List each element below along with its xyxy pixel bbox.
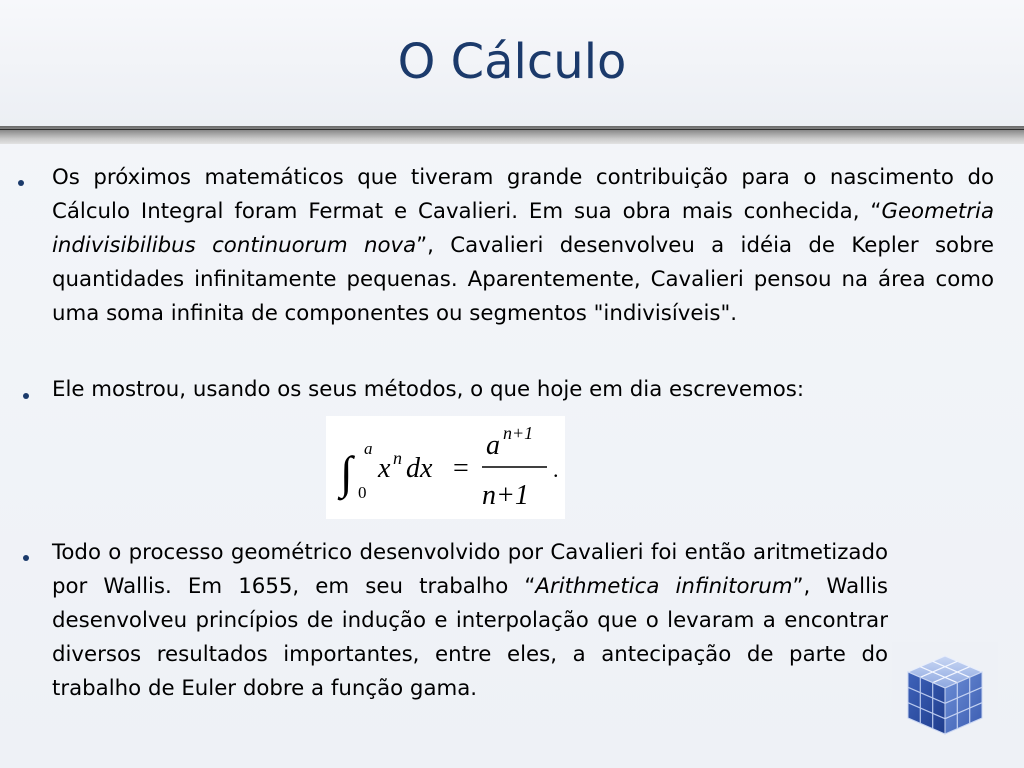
bullet-marker	[18, 180, 24, 186]
bullet-marker	[23, 555, 29, 561]
denominator: n+1	[482, 480, 529, 511]
book-title-italic: Arithmetica infinitorum	[535, 574, 793, 599]
formula-image	[326, 416, 565, 519]
bullet-paragraph-1	[52, 161, 994, 331]
upper-limit: a	[364, 439, 373, 458]
book-title-italic: Geometria indivisibilibus continuorum nova	[52, 199, 994, 258]
integral-formula	[326, 416, 565, 519]
rubiks-cube-icon-graphic	[892, 642, 998, 748]
bullet-marker	[23, 393, 29, 399]
integrand-base: x	[378, 453, 391, 484]
paragraph-text: ”, Wallis desenvolveu princípios de indução e interpolação que o levaram a encontrar diversos resultados importantes, entre eles, a antecipação de parte do trabalho de Euler dobre a função gama.	[52, 574, 888, 701]
title-bar	[0, 0, 1024, 126]
title-divider	[0, 126, 1024, 144]
rubiks-cube-icon	[892, 642, 998, 748]
formula-period: .	[553, 457, 559, 482]
integral-sign: ∫	[340, 447, 353, 498]
numerator-exponent: n+1	[503, 423, 534, 443]
differential: dx	[406, 453, 433, 484]
paragraph-text: Os próximos matemáticos que tiveram grande contribuição para o nascimento do Cálculo Integral foram Fermat e Cavalieri. Em sua obra mais conhecida, “	[52, 165, 994, 224]
paragraph-text: ”, Cavalieri desenvolveu a idéia de Kepler sobre quantidades infinitamente pequenas. Aparentemente, Cavalieri pensou na área como uma soma infinita de componentes ou segmentos "indivisíveis".	[52, 233, 995, 326]
equals-sign: =	[453, 453, 469, 484]
lower-limit: 0	[358, 483, 367, 502]
numerator-base: a	[486, 430, 500, 461]
slide-title: O Cálculo	[397, 34, 627, 90]
integrand-exponent: n	[393, 448, 402, 468]
paragraph-text: Todo o processo geométrico desenvolvido por Cavalieri foi então aritmetizado por Wallis. Em 1655, em seu trabalho “	[52, 540, 888, 599]
bullet-paragraph-3	[52, 536, 888, 706]
bullet-paragraph-2: Ele mostrou, usando os seus métodos, o que hoje em dia escrevemos:	[52, 377, 805, 402]
